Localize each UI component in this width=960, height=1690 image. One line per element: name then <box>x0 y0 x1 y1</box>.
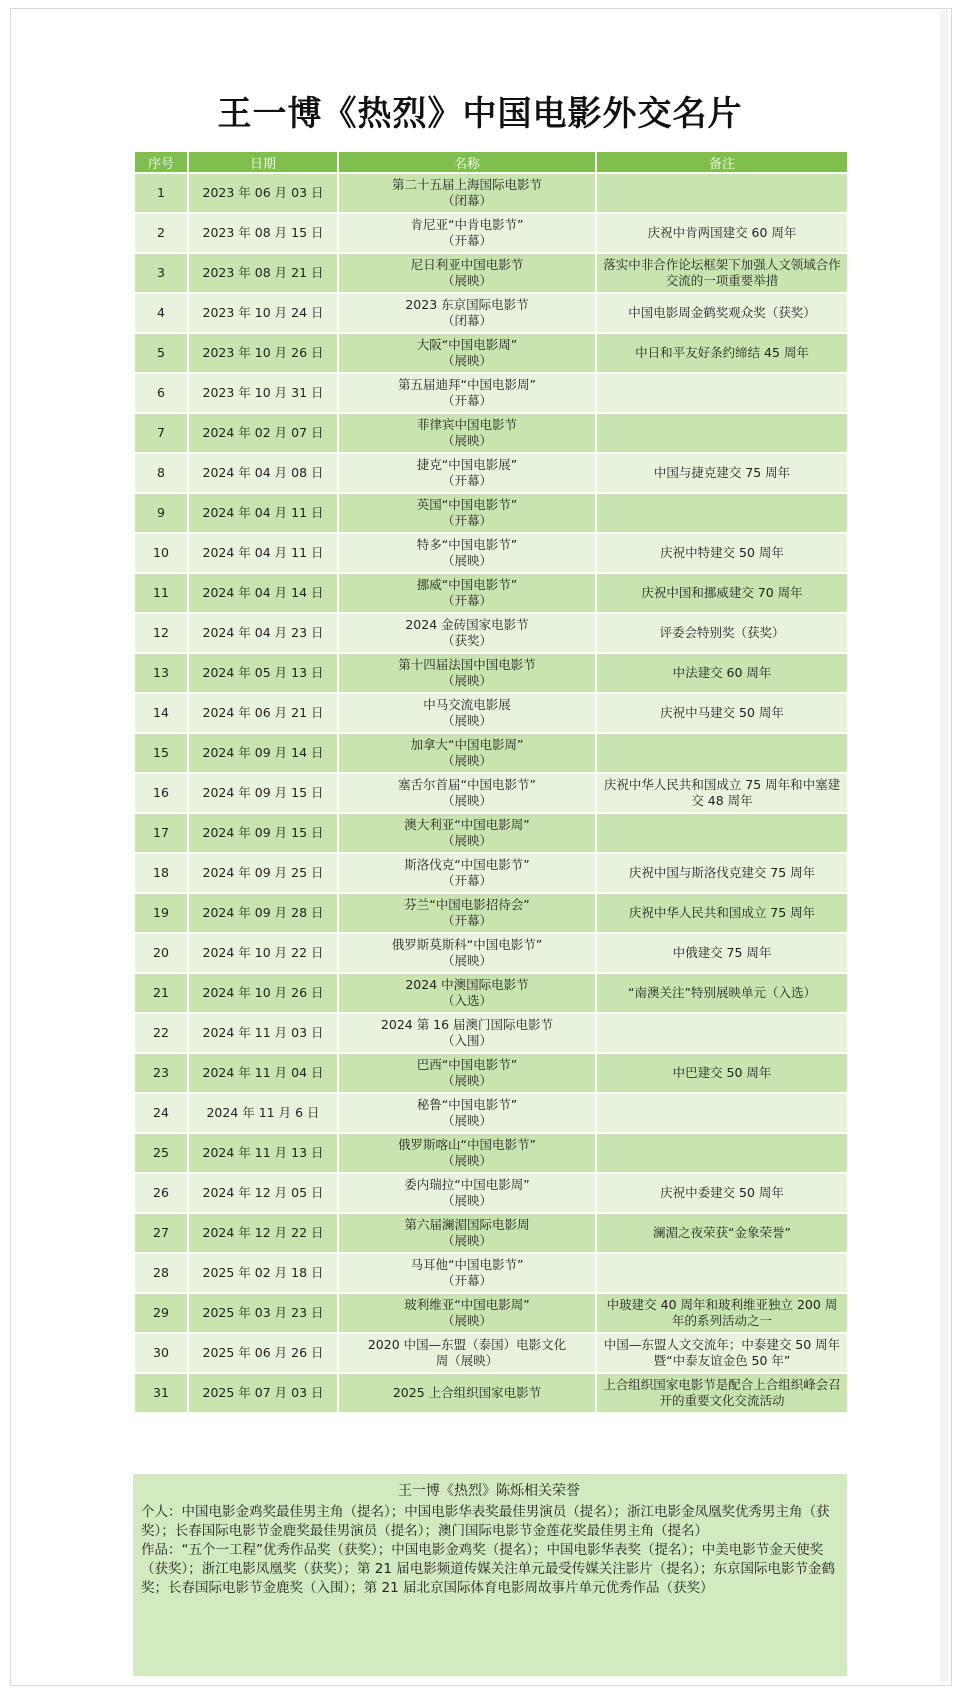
cell-name <box>338 933 596 973</box>
event-status: （展映） <box>441 273 492 288</box>
cell-name <box>338 773 596 813</box>
event-status: （闭幕） <box>441 193 492 208</box>
event-status: （展映） <box>441 1313 492 1328</box>
cell-name <box>338 893 596 933</box>
cell-date: 2024 年 09 月 15 日 <box>188 773 338 813</box>
cell-date: 2025 年 07 月 03 日 <box>188 1373 338 1413</box>
event-status: （展映） <box>441 753 492 768</box>
event-name: 第五届迪拜“中国电影周” <box>398 377 536 392</box>
table-row <box>134 1213 848 1253</box>
event-status: （展映） <box>441 1153 492 1168</box>
cell-name <box>338 653 596 693</box>
honors-works: 作品：“五个一工程”优秀作品奖（获奖）；中国电影金鸡奖（提名）；中国电影华表奖（提名）；中美电影节金天使奖（获奖）；浙江电影凤凰奖（获奖）；第 21 届电影频道传媒关注单元最受传媒关注影片（提名）；东京国际电影节金鹤奖；长春国际电影节金鹿奖（入围）；第 21 届北京国际体育电影周故事片单元优秀作品（获奖） <box>141 1542 836 1596</box>
cell-note: 庆祝中马建交 50 周年 <box>596 693 848 733</box>
event-name: 菲律宾中国电影节 <box>416 417 517 432</box>
table-row <box>134 893 848 933</box>
cell-note: 庆祝中委建交 50 周年 <box>596 1173 848 1213</box>
cell-name <box>338 1133 596 1173</box>
event-name: 挪威“中国电影节” <box>416 577 518 592</box>
cell-note: 庆祝中国与斯洛伐克建交 75 周年 <box>596 853 848 893</box>
cell-index: 7 <box>134 413 188 453</box>
cell-date: 2024 年 11 月 13 日 <box>188 1133 338 1173</box>
cell-note <box>596 373 848 413</box>
event-status: （展映） <box>441 953 492 968</box>
cell-note <box>596 1133 848 1173</box>
table-row <box>134 1333 848 1373</box>
table-row <box>134 1133 848 1173</box>
cell-name <box>338 573 596 613</box>
honors-box <box>133 1474 847 1676</box>
table-row <box>134 933 848 973</box>
cell-date: 2024 年 04 月 08 日 <box>188 453 338 493</box>
event-name: 塞舌尔首届“中国电影节” <box>398 777 536 792</box>
cell-note: 落实中非合作论坛框架下加强人文领域合作交流的一项重要举措 <box>596 253 848 293</box>
cell-index: 16 <box>134 773 188 813</box>
event-name: 第二十五届上海国际电影节 <box>391 177 542 192</box>
cell-date: 2025 年 06 月 26 日 <box>188 1333 338 1373</box>
table-row <box>134 453 848 493</box>
cell-name <box>338 1053 596 1093</box>
cell-note: 上合组织国家电影节是配合上合组织峰会召开的重要文化交流活动 <box>596 1373 848 1413</box>
table-row <box>134 173 848 213</box>
cell-name <box>338 293 596 333</box>
cell-note <box>596 813 848 853</box>
cell-name <box>338 493 596 533</box>
event-status: （展映） <box>441 353 492 368</box>
cell-note: 中国—东盟人文交流年；中泰建交 50 周年暨“中泰友谊金色 50 年” <box>596 1333 848 1373</box>
event-status: （开幕） <box>441 593 492 608</box>
cell-index: 11 <box>134 573 188 613</box>
cell-index: 2 <box>134 213 188 253</box>
cell-note <box>596 1013 848 1053</box>
event-status: （开幕） <box>441 1273 492 1288</box>
cell-note: “南澳关注”特别展映单元（入选） <box>596 973 848 1013</box>
cell-name <box>338 973 596 1013</box>
cell-date: 2024 年 05 月 13 日 <box>188 653 338 693</box>
table-row <box>134 733 848 773</box>
cell-note <box>596 1253 848 1293</box>
cell-index: 9 <box>134 493 188 533</box>
event-name: 尼日利亚中国电影节 <box>410 257 524 272</box>
event-status: （展映） <box>441 713 492 728</box>
cell-date: 2024 年 02 月 07 日 <box>188 413 338 453</box>
event-status: （展映） <box>441 553 492 568</box>
event-name: 捷克“中国电影展” <box>416 457 518 472</box>
event-status: （展映） <box>441 673 492 688</box>
event-status: （开幕） <box>441 233 492 248</box>
cell-name <box>338 373 596 413</box>
cell-date: 2023 年 08 月 15 日 <box>188 213 338 253</box>
cell-date: 2024 年 10 月 22 日 <box>188 933 338 973</box>
cell-note: 评委会特别奖（获奖） <box>596 613 848 653</box>
cell-note: 庆祝中国和挪威建交 70 周年 <box>596 573 848 613</box>
cell-name <box>338 813 596 853</box>
event-name: 加拿大“中国电影周” <box>410 737 524 752</box>
event-status: （展映） <box>441 1193 492 1208</box>
table-row <box>134 333 848 373</box>
event-status: （获奖） <box>441 633 492 648</box>
event-status: （展映） <box>441 1233 492 1248</box>
cell-index: 17 <box>134 813 188 853</box>
cell-date: 2024 年 11 月 6 日 <box>188 1093 338 1133</box>
cell-index: 28 <box>134 1253 188 1293</box>
cell-name <box>338 533 596 573</box>
cell-date: 2025 年 02 月 18 日 <box>188 1253 338 1293</box>
cell-note <box>596 733 848 773</box>
cell-index: 19 <box>134 893 188 933</box>
cell-name <box>338 213 596 253</box>
table-row <box>134 1253 848 1293</box>
cell-index: 22 <box>134 1013 188 1053</box>
cell-note: 中日和平友好条约缔结 45 周年 <box>596 333 848 373</box>
header-note: 备注 <box>596 151 848 173</box>
cell-note: 中俄建交 75 周年 <box>596 933 848 973</box>
table-row <box>134 653 848 693</box>
table-row <box>134 1053 848 1093</box>
cell-note: 澜湄之夜荣获“金象荣誉” <box>596 1213 848 1253</box>
cell-name <box>338 453 596 493</box>
table-row <box>134 613 848 653</box>
cell-index: 18 <box>134 853 188 893</box>
cell-index: 30 <box>134 1333 188 1373</box>
table-row <box>134 1293 848 1333</box>
honors-personal: 个人：中国电影金鸡奖最佳男主角（提名）；中国电影华表奖最佳男演员（提名）；浙江电影金凤凰奖优秀男主角（获奖）；长春国际电影节金鹿奖最佳男演员（提名）；澳门国际电影节金莲花奖最佳男主角（提名） <box>141 1504 830 1539</box>
cell-name <box>338 253 596 293</box>
honors-title: 王一博《热烈》陈烁相关荣誉 <box>398 1483 580 1499</box>
table-row <box>134 853 848 893</box>
event-name: 2020 中国—东盟（泰国）电影文化 <box>367 1337 567 1352</box>
cell-name <box>338 693 596 733</box>
cell-date: 2024 年 09 月 15 日 <box>188 813 338 853</box>
cell-index: 8 <box>134 453 188 493</box>
cell-index: 31 <box>134 1373 188 1413</box>
event-status: 周（展映） <box>435 1353 499 1368</box>
table-row <box>134 1373 848 1413</box>
cell-index: 27 <box>134 1213 188 1253</box>
cell-date: 2024 年 10 月 26 日 <box>188 973 338 1013</box>
cell-index: 20 <box>134 933 188 973</box>
event-name: 马耳他“中国电影节” <box>410 1257 524 1272</box>
cell-name <box>338 413 596 453</box>
event-name: 2024 中澳国际电影节 <box>405 977 529 992</box>
event-status: （开幕） <box>441 473 492 488</box>
cell-date: 2024 年 12 月 22 日 <box>188 1213 338 1253</box>
table-row <box>134 413 848 453</box>
cell-note: 中玻建交 40 周年和玻利维亚独立 200 周年的系列活动之一 <box>596 1293 848 1333</box>
event-name: 俄罗斯喀山“中国电影节” <box>398 1137 536 1152</box>
event-name: 2024 第 16 届澳门国际电影节 <box>380 1017 554 1032</box>
event-status: （开幕） <box>441 873 492 888</box>
cell-date: 2024 年 09 月 14 日 <box>188 733 338 773</box>
event-status: （入围） <box>441 1033 492 1048</box>
cell-date: 2024 年 09 月 28 日 <box>188 893 338 933</box>
event-name: 英国“中国电影节” <box>416 497 518 512</box>
cell-index: 25 <box>134 1133 188 1173</box>
cell-name <box>338 173 596 213</box>
cell-date: 2023 年 08 月 21 日 <box>188 253 338 293</box>
cell-index: 3 <box>134 253 188 293</box>
cell-date: 2024 年 12 月 05 日 <box>188 1173 338 1213</box>
event-name: 大阪“中国电影周” <box>416 337 518 352</box>
event-name: 特多“中国电影节” <box>416 537 518 552</box>
diplomacy-table <box>133 150 849 1414</box>
cell-note: 中国电影周金鹤奖观众奖（获奖） <box>596 293 848 333</box>
cell-note <box>596 493 848 533</box>
cell-note: 中国与捷克建交 75 周年 <box>596 453 848 493</box>
cell-index: 5 <box>134 333 188 373</box>
table-row <box>134 253 848 293</box>
cell-name <box>338 1013 596 1053</box>
event-status: （展映） <box>441 833 492 848</box>
event-status: （闭幕） <box>441 313 492 328</box>
cell-name <box>338 1293 596 1333</box>
cell-date: 2023 年 10 月 26 日 <box>188 333 338 373</box>
cell-date: 2024 年 11 月 04 日 <box>188 1053 338 1093</box>
event-name: 2025 上合组织国家电影节 <box>392 1385 542 1400</box>
cell-name <box>338 1333 596 1373</box>
cell-date: 2024 年 06 月 21 日 <box>188 693 338 733</box>
table-row <box>134 973 848 1013</box>
event-name: 斯洛伐克“中国电影节” <box>404 857 530 872</box>
event-status: （展映） <box>441 433 492 448</box>
page-title: 王一博《热烈》中国电影外交名片 <box>217 94 743 134</box>
event-status: （展映） <box>441 1073 492 1088</box>
cell-date: 2024 年 11 月 03 日 <box>188 1013 338 1053</box>
event-name: 第六届澜湄国际电影周 <box>404 1217 530 1232</box>
event-status: （入选） <box>441 993 492 1008</box>
cell-note: 庆祝中华人民共和国成立 75 周年和中塞建交 48 周年 <box>596 773 848 813</box>
cell-note: 中巴建交 50 周年 <box>596 1053 848 1093</box>
cell-index: 1 <box>134 173 188 213</box>
event-name: 俄罗斯莫斯科“中国电影节” <box>391 937 543 952</box>
event-name: 委内瑞拉“中国电影周” <box>404 1177 530 1192</box>
table-row <box>134 213 848 253</box>
cell-name <box>338 1213 596 1253</box>
header-name: 名称 <box>338 151 596 173</box>
event-status: （展映） <box>441 1113 492 1128</box>
cell-note: 庆祝中华人民共和国成立 75 周年 <box>596 893 848 933</box>
event-name: 玻利维亚“中国电影周” <box>404 1297 530 1312</box>
cell-name <box>338 333 596 373</box>
cell-note: 庆祝中肯两国建交 60 周年 <box>596 213 848 253</box>
cell-date: 2024 年 09 月 25 日 <box>188 853 338 893</box>
event-status: （展映） <box>441 793 492 808</box>
cell-name <box>338 853 596 893</box>
event-name: 澳大利亚“中国电影周” <box>404 817 530 832</box>
event-status: （开幕） <box>441 393 492 408</box>
cell-name <box>338 1173 596 1213</box>
cell-note <box>596 1093 848 1133</box>
cell-index: 15 <box>134 733 188 773</box>
table-row <box>134 573 848 613</box>
table-row <box>134 293 848 333</box>
cell-date: 2024 年 04 月 14 日 <box>188 573 338 613</box>
cell-name <box>338 733 596 773</box>
cell-index: 6 <box>134 373 188 413</box>
cell-name <box>338 1093 596 1133</box>
table-row <box>134 493 848 533</box>
cell-date: 2024 年 04 月 11 日 <box>188 533 338 573</box>
header-date: 日期 <box>188 151 338 173</box>
cell-index: 13 <box>134 653 188 693</box>
event-name: 芬兰“中国电影招待会” <box>404 897 530 912</box>
event-status: （开幕） <box>441 513 492 528</box>
cell-name <box>338 1253 596 1293</box>
table-header-row <box>134 151 848 173</box>
cell-name <box>338 1373 596 1413</box>
table-row <box>134 773 848 813</box>
cell-note: 中法建交 60 周年 <box>596 653 848 693</box>
cell-index: 12 <box>134 613 188 653</box>
cell-index: 24 <box>134 1093 188 1133</box>
event-status: （开幕） <box>441 913 492 928</box>
table-row <box>134 1173 848 1213</box>
event-name: 中马交流电影展 <box>423 697 511 712</box>
event-name: 秘鲁“中国电影节” <box>416 1097 518 1112</box>
cell-index: 26 <box>134 1173 188 1213</box>
cell-date: 2024 年 04 月 23 日 <box>188 613 338 653</box>
cell-index: 10 <box>134 533 188 573</box>
cell-date: 2024 年 04 月 11 日 <box>188 493 338 533</box>
cell-index: 4 <box>134 293 188 333</box>
table-row <box>134 813 848 853</box>
scrollbar[interactable] <box>940 10 948 1682</box>
cell-note <box>596 413 848 453</box>
table-row <box>134 373 848 413</box>
table-row <box>134 693 848 733</box>
cell-note <box>596 173 848 213</box>
cell-index: 29 <box>134 1293 188 1333</box>
cell-index: 23 <box>134 1053 188 1093</box>
cell-date: 2023 年 06 月 03 日 <box>188 173 338 213</box>
event-name: 第十四届法国中国电影节 <box>398 657 536 672</box>
event-name: 巴西“中国电影节” <box>416 1057 518 1072</box>
table-row <box>134 533 848 573</box>
cell-date: 2023 年 10 月 24 日 <box>188 293 338 333</box>
cell-date: 2023 年 10 月 31 日 <box>188 373 338 413</box>
header-index: 序号 <box>134 151 188 173</box>
event-name: 2024 金砖国家电影节 <box>405 617 529 632</box>
table-row <box>134 1013 848 1053</box>
cell-name <box>338 613 596 653</box>
cell-index: 14 <box>134 693 188 733</box>
cell-index: 21 <box>134 973 188 1013</box>
event-name: 2023 东京国际电影节 <box>405 297 529 312</box>
table-row <box>134 1093 848 1133</box>
cell-note: 庆祝中特建交 50 周年 <box>596 533 848 573</box>
event-name: 肯尼亚“中肯电影节” <box>410 217 524 232</box>
cell-date: 2025 年 03 月 23 日 <box>188 1293 338 1333</box>
